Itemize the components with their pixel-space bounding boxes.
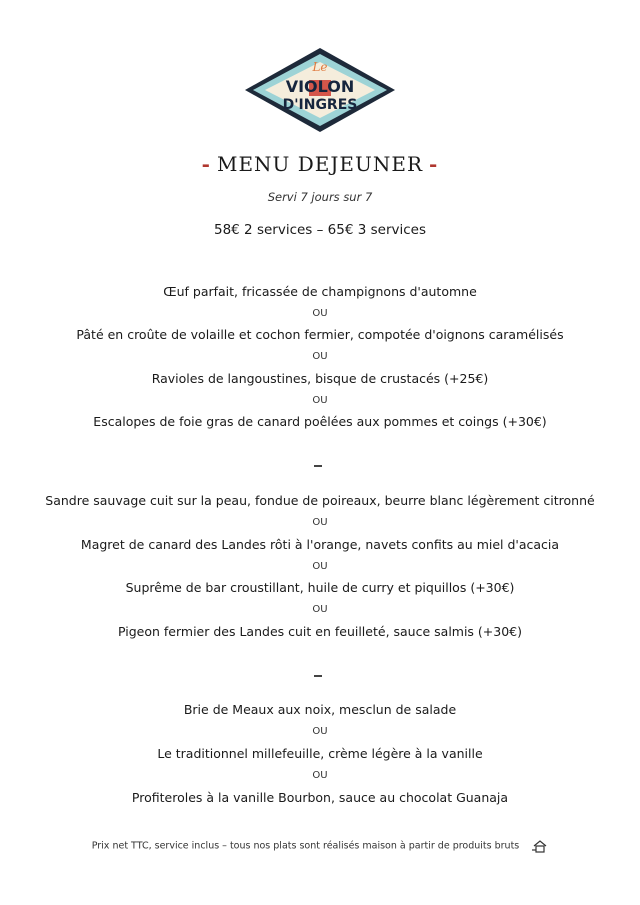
logo-text-le: Le [312, 60, 328, 74]
course-separator [314, 675, 322, 677]
menu-title-text: MENU DEJEUNER [216, 152, 424, 176]
menu-item-entree: Ravioles de langoustines, bisque de crustacés (+25€) [151, 371, 489, 386]
house-icon [532, 839, 548, 853]
menu-item-plat: Sandre sauvage cuit sur la peau, fondue de poireaux, beurre blanc légèrement citronné [45, 493, 595, 508]
or-label: OU [312, 308, 328, 319]
or-label: OU [312, 395, 328, 406]
or-label: OU [312, 770, 328, 781]
restaurant-logo [243, 46, 397, 134]
menu-subtitle: Servi 7 jours sur 7 [267, 190, 373, 204]
menu-title [0, 152, 640, 176]
footer-text: Prix net TTC, service inclus – tous nos plats sont réalisés maison à partir de produits bruts [91, 840, 520, 852]
title-dash-left: - [201, 152, 211, 176]
footer-note [0, 839, 640, 853]
menu-item-dessert: Le traditionnel millefeuille, crème légère à la vanille [157, 746, 483, 761]
or-label: OU [312, 604, 328, 615]
or-label: OU [312, 351, 328, 362]
menu-item-entree: Œuf parfait, fricassée de champignons d'automne [163, 284, 477, 299]
menu-item-entree: Pâté en croûte de volaille et cochon fermier, compotée d'oignons caramélisés [76, 327, 564, 342]
menu-item-dessert: Brie de Meaux aux noix, mesclun de salade [183, 702, 457, 717]
menu-item-dessert: Profiteroles à la vanille Bourbon, sauce au chocolat Guanaja [131, 790, 509, 805]
or-label: OU [312, 561, 328, 572]
logo-text-violon: VIOLON [285, 77, 355, 96]
course-separator [314, 465, 322, 467]
or-label: OU [312, 726, 328, 737]
menu-item-plat: Pigeon fermier des Landes cuit en feuilleté, sauce salmis (+30€) [117, 624, 523, 639]
or-label: OU [312, 517, 328, 528]
title-dash-right: - [429, 152, 439, 176]
menu-item-entree: Escalopes de foie gras de canard poêlées aux pommes et coings (+30€) [93, 414, 547, 429]
menu-prices: 58€ 2 services – 65€ 3 services [214, 222, 426, 238]
menu-item-plat: Magret de canard des Landes rôti à l'orange, navets confits au miel d'acacia [80, 537, 560, 552]
logo-text-ingres: D'INGRES [282, 97, 358, 113]
menu-item-plat: Suprême de bar croustillant, huile de curry et piquillos (+30€) [125, 580, 515, 595]
